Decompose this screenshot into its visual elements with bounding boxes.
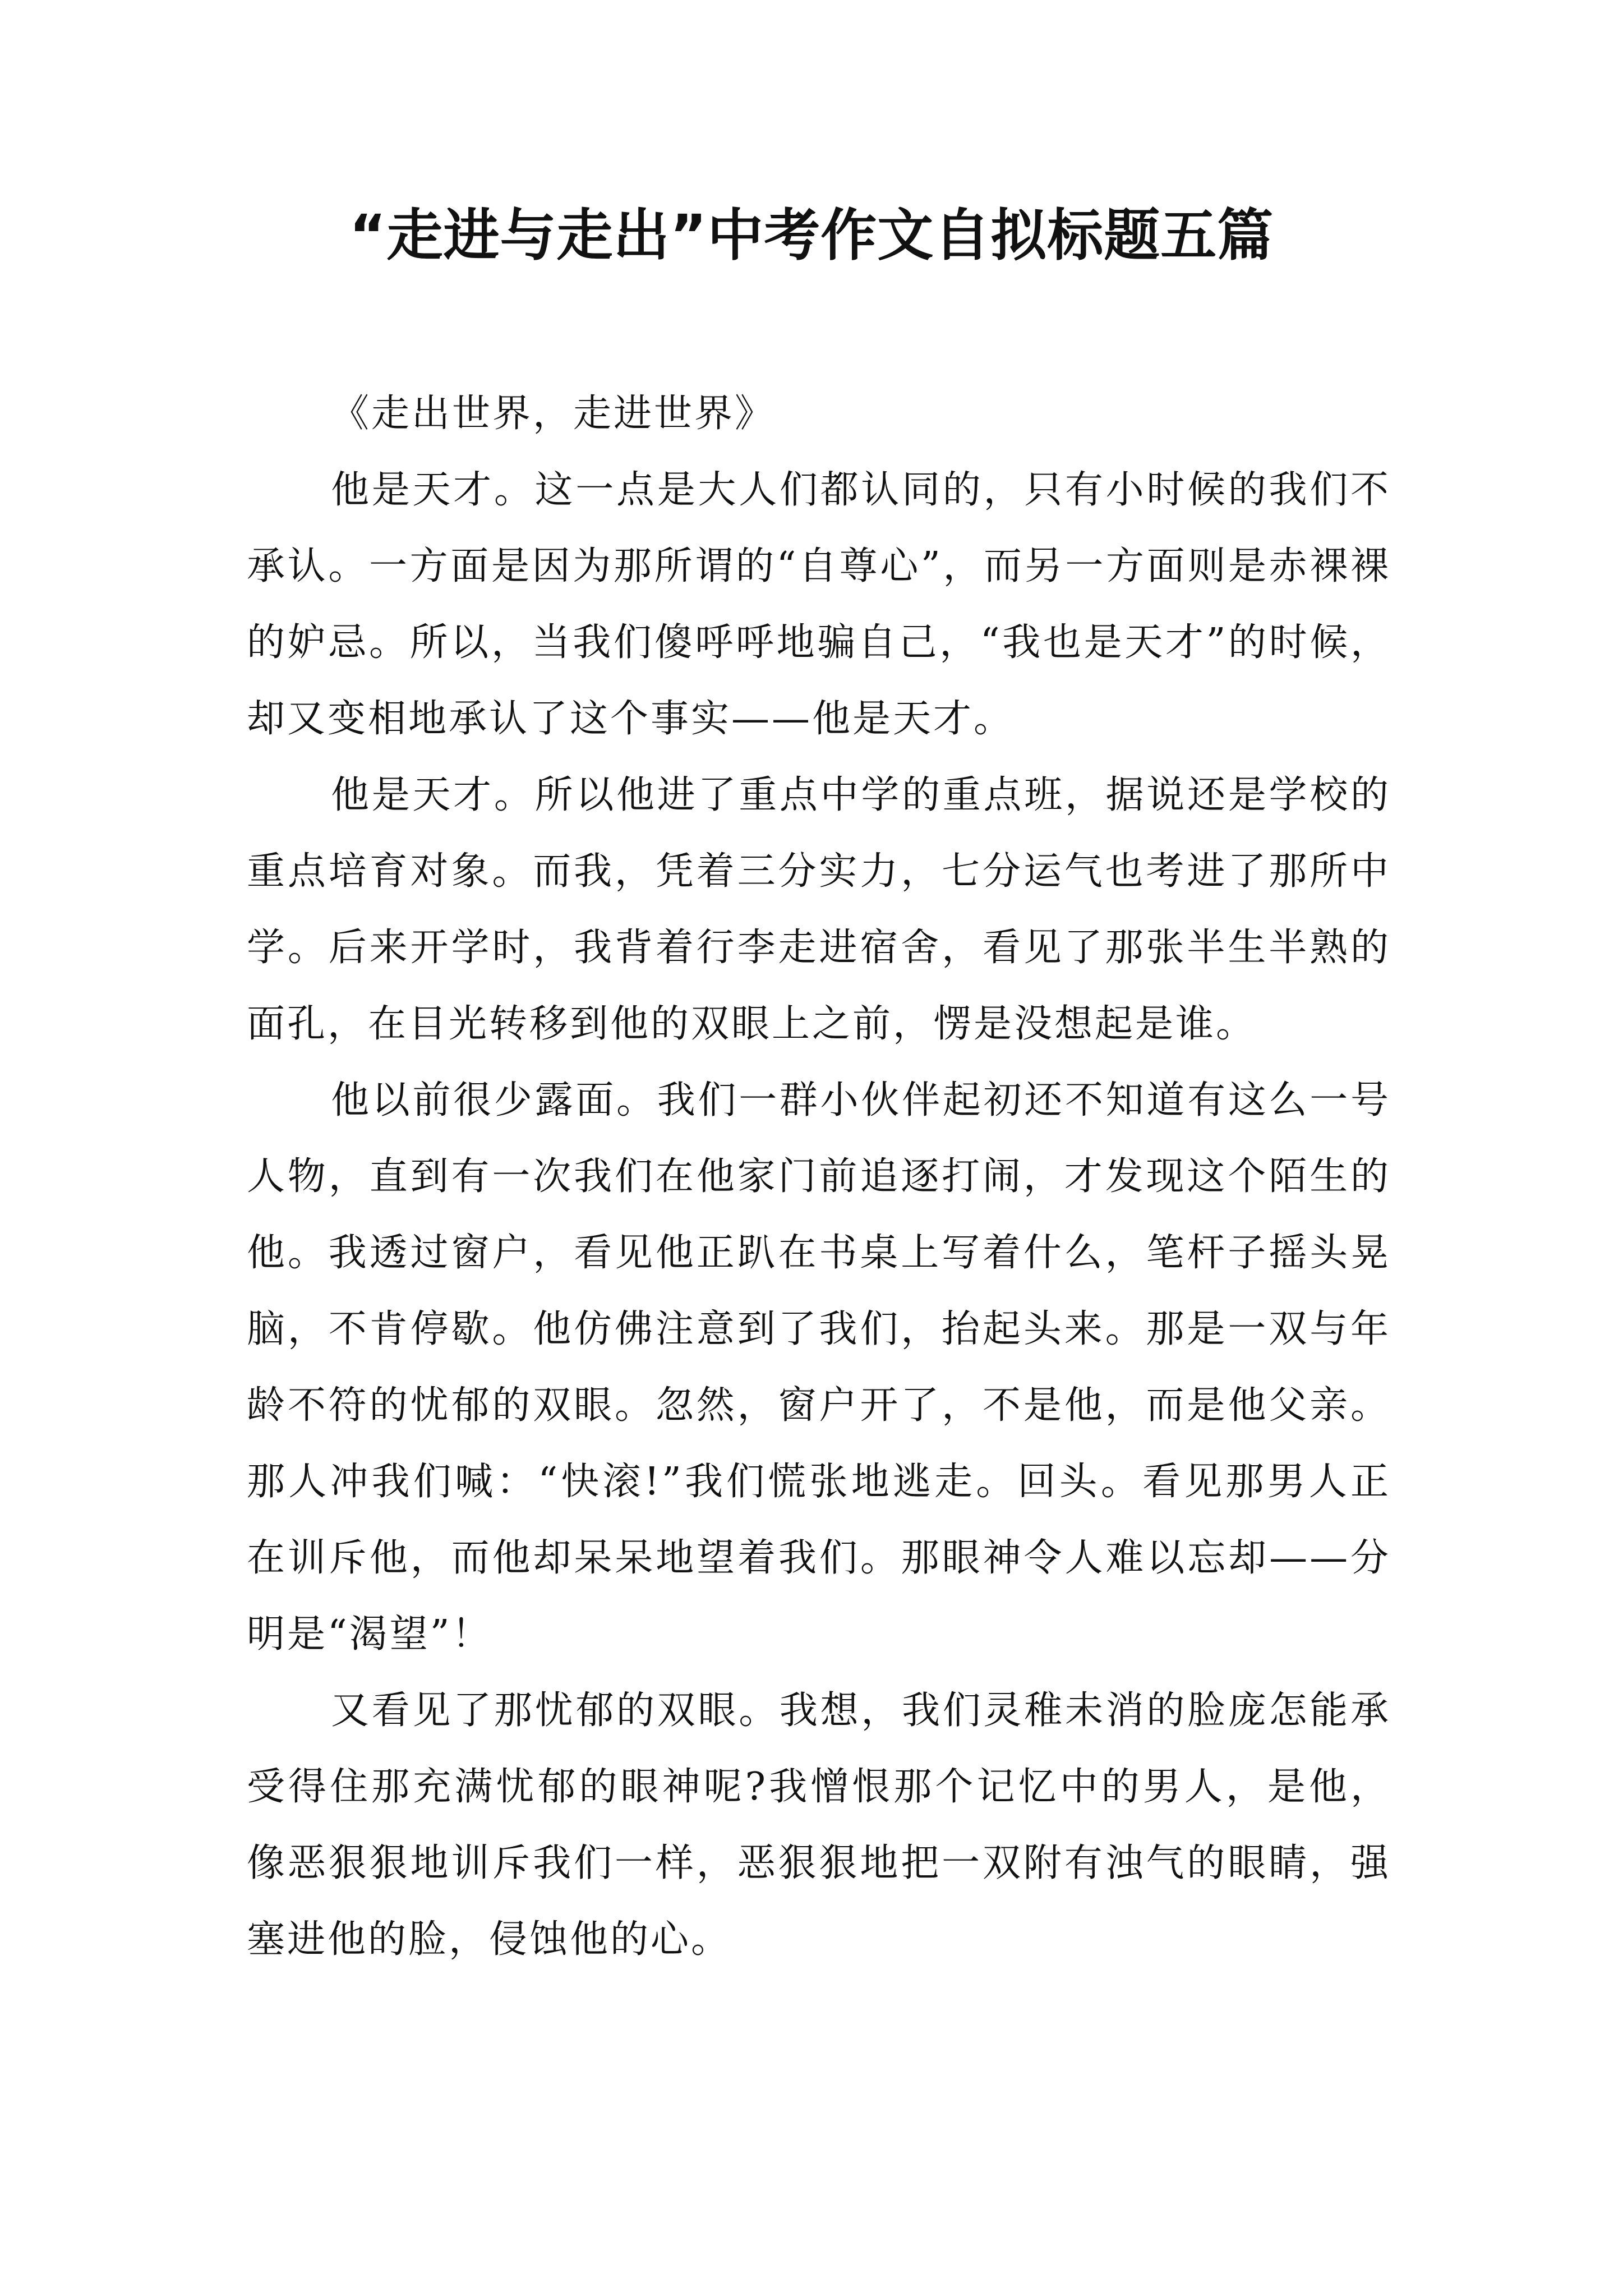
paragraph: 他以前很少露面。我们一群小伙伴起初还不知道有这么一号人物，直到有一次我们在他家门前追逐打闹，才发现这个陌生的他。我透过窗户，看见他正趴在书桌上写着什么，笔杆子摇头晃脑，不肯停歇。他仿佛注意到了我们，抬起头来。那是一双与年龄不符的忧郁的双眼。忽然，窗户开了，不是他，而是他父亲。那人冲我们喊：“快滚!”我们慌张地逃走。回头。看见那男人正在训斥他，而他却呆呆地望着我们。那眼神令人难以忘却——分明是“渴望”！ [247, 1078, 1391, 1657]
document-title: “走进与走出”中考作文自拟标题五篇 [349, 203, 1274, 268]
paragraph: 又看见了那忧郁的双眼。我想，我们灵稚未消的脸庞怎能承受得住那充满忧郁的眼神呢?我憎恨那个记忆中的男人，是他，像恶狠狠地训斥我们一样，恶狠狠地把一双附有浊气的眼睛，强塞进他的脸，侵蚀他的心。 [247, 1688, 1391, 1962]
essay-title: 《走出世界，走进世界》 [331, 392, 776, 436]
paragraph: 他是天才。所以他进了重点中学的重点班，据说还是学校的重点培育对象。而我，凭着三分实力，七分运气也考进了那所中学。后来开学时，我背着行李走进宿舍，看见了那张半生半熟的面孔，在目光转移到他的双眼上之前，愣是没想起是谁。 [247, 773, 1391, 1046]
paragraph: 他是天才。这一点是大人们都认同的，只有小时候的我们不承认。一方面是因为那所谓的“自尊心”，而另一方面则是赤裸裸的妒忌。所以，当我们傻呼呼地骗自己，“我也是天才”的时候，却又变相地承认了这个事实——他是天才。 [247, 468, 1391, 741]
document-body [247, 376, 1391, 1978]
